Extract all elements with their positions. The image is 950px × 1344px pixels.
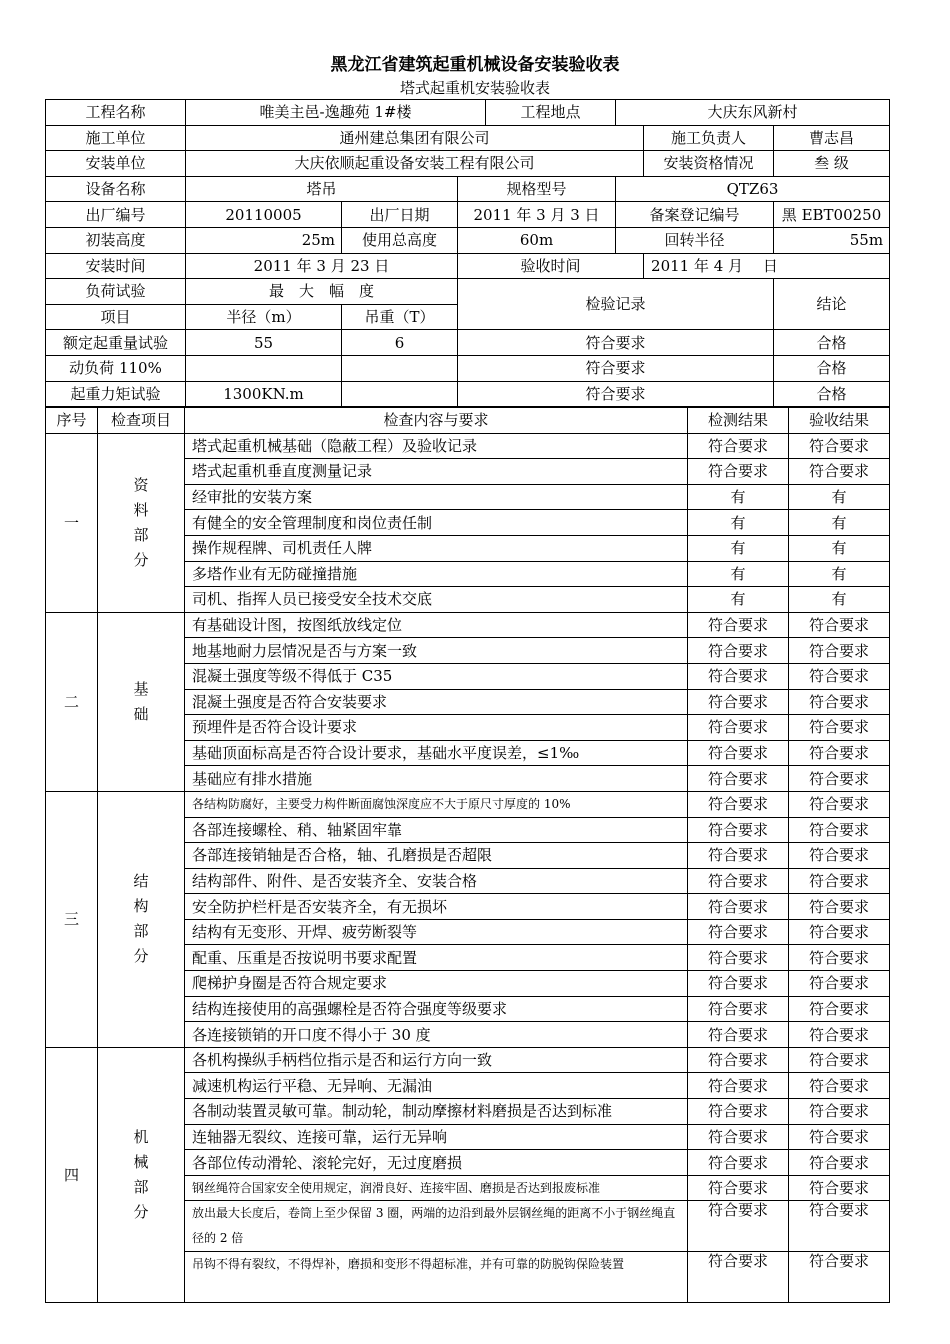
check-content: 放出最大长度后，卷筒上至少保留 3 圈，两端的边沿到最外层钢丝绳的距离不小于钢丝绳直径的 2 倍 xyxy=(185,1201,688,1252)
check-content: 减速机构运行平稳、无异响、无漏油 xyxy=(185,1073,688,1099)
section-name-cell xyxy=(98,791,185,1047)
section-name: 机械部分 xyxy=(133,1128,149,1222)
accept-result: 有 xyxy=(789,510,890,536)
check-row xyxy=(46,433,890,459)
document-title: 黑龙江省建筑起重机械设备安装验收表 xyxy=(330,55,620,75)
detect-result: 符合要求 xyxy=(688,1022,789,1048)
accept-result: 符合要求 xyxy=(789,843,890,869)
load-test-radius: 1300KN.m xyxy=(186,381,342,407)
section-number: 三 xyxy=(46,791,98,1047)
equipment-name-label: 设备名称 xyxy=(46,176,186,202)
section-name-cell xyxy=(98,612,185,791)
detect-result: 有 xyxy=(688,587,789,613)
check-content: 各部连接螺栓、稍、轴紧固牢靠 xyxy=(185,817,688,843)
section-number: 二 xyxy=(46,612,98,791)
accept-result: 符合要求 xyxy=(789,1150,890,1176)
check-table xyxy=(45,407,890,1303)
check-body xyxy=(46,433,890,1303)
detect-result: 符合要求 xyxy=(688,1124,789,1150)
section-number: 一 xyxy=(46,433,98,612)
radius-label: 回转半径 xyxy=(616,227,774,253)
load-test-record: 符合要求 xyxy=(458,381,774,407)
accept-result: 符合要求 xyxy=(789,1124,890,1150)
detect-result: 符合要求 xyxy=(688,663,789,689)
detect-result: 有 xyxy=(688,484,789,510)
accept-result: 符合要求 xyxy=(789,766,890,792)
check-content: 各部连接销轴是否合格，轴、孔磨损是否超限 xyxy=(185,843,688,869)
accept-result: 符合要求 xyxy=(789,1022,890,1048)
load-test-conclusion: 合格 xyxy=(774,381,890,407)
accept-result: 有 xyxy=(789,484,890,510)
check-content: 安全防护栏杆是否安装齐全，有无损坏 xyxy=(185,894,688,920)
detect-result: 符合要求 xyxy=(688,843,789,869)
detect-result: 符合要求 xyxy=(688,689,789,715)
accept-result: 符合要求 xyxy=(789,612,890,638)
section-name-cell xyxy=(98,1047,185,1303)
detect-result: 有 xyxy=(688,535,789,561)
document-subtitle: 塔式起重机安装验收表 xyxy=(399,79,550,97)
detect-result: 符合要求 xyxy=(688,1073,789,1099)
load-test-conclusion: 合格 xyxy=(774,330,890,356)
accept-result: 符合要求 xyxy=(789,817,890,843)
detect-result: 符合要求 xyxy=(688,1175,789,1201)
accept-result: 符合要求 xyxy=(789,1175,890,1201)
check-content: 各结构防腐好，主要受力构件断面腐蚀深度应不大于原尺寸厚度的 10% xyxy=(185,791,688,817)
section-name: 结构部分 xyxy=(133,872,149,966)
accept-result: 符合要求 xyxy=(789,433,890,459)
detect-result: 符合要求 xyxy=(688,715,789,741)
load-test-radius: 55 xyxy=(186,330,342,356)
check-content: 塔式起重机械基础（隐蔽工程）及验收记录 xyxy=(185,433,688,459)
acceptance-time: 2011 年 4 月 日 xyxy=(644,253,890,279)
load-test-name: 额定起重量试验 xyxy=(46,330,186,356)
check-content: 经审批的安装方案 xyxy=(185,484,688,510)
install-unit: 大庆依顺起重设备安装工程有限公司 xyxy=(186,151,644,177)
project-name: 唯美主邑-逸趣苑 1#楼 xyxy=(186,100,486,126)
check-content: 连轴器无裂纹、连接可靠，运行无异响 xyxy=(185,1124,688,1150)
check-content: 各连接锁销的开口度不得小于 30 度 xyxy=(185,1022,688,1048)
project-location: 大庆东风新村 xyxy=(616,100,890,126)
item-label: 项目 xyxy=(46,304,186,330)
detect-header: 检测结果 xyxy=(688,408,789,434)
initial-height-label: 初装高度 xyxy=(46,227,186,253)
detect-result: 符合要求 xyxy=(688,638,789,664)
check-row xyxy=(46,791,890,817)
construction-leader: 曹志昌 xyxy=(774,125,890,151)
accept-result: 符合要求 xyxy=(789,740,890,766)
detect-result: 符合要求 xyxy=(688,1201,789,1252)
factory-date: 2011 年 3 月 3 日 xyxy=(458,202,616,228)
check-content: 地基地耐力层情况是否与方案一致 xyxy=(185,638,688,664)
load-test-weight xyxy=(342,381,458,407)
detect-result: 符合要求 xyxy=(688,433,789,459)
check-content: 操作规程牌、司机责任人牌 xyxy=(185,535,688,561)
accept-result: 符合要求 xyxy=(789,459,890,485)
accept-result: 符合要求 xyxy=(789,919,890,945)
check-content: 基础顶面标高是否符合设计要求，基础水平度误差，≤1‰ xyxy=(185,740,688,766)
construction-leader-label: 施工负责人 xyxy=(644,125,774,151)
accept-result: 有 xyxy=(789,535,890,561)
construction-unit: 通州建总集团有限公司 xyxy=(186,125,644,151)
check-content: 爬梯护身圈是否符合规定要求 xyxy=(185,971,688,997)
model-label: 规格型号 xyxy=(458,176,616,202)
total-height-label: 使用总高度 xyxy=(342,227,458,253)
radius-header: 半径（m） xyxy=(186,304,342,330)
detect-result: 符合要求 xyxy=(688,1150,789,1176)
load-test-weight: 6 xyxy=(342,330,458,356)
install-time-label: 安装时间 xyxy=(46,253,186,279)
record-header: 检验记录 xyxy=(458,279,774,330)
check-content: 塔式起重机垂直度测量记录 xyxy=(185,459,688,485)
accept-result: 符合要求 xyxy=(789,638,890,664)
check-content: 配重、压重是否按说明书要求配置 xyxy=(185,945,688,971)
detect-result: 符合要求 xyxy=(688,996,789,1022)
load-test-conclusion: 合格 xyxy=(774,355,890,381)
check-content: 结构部件、附件、是否安装齐全、安装合格 xyxy=(185,868,688,894)
detect-result: 符合要求 xyxy=(688,740,789,766)
initial-height: 25m xyxy=(186,227,342,253)
check-content: 混凝土强度等级不得低于 C35 xyxy=(185,663,688,689)
serial-label: 出厂编号 xyxy=(46,202,186,228)
accept-result: 符合要求 xyxy=(789,1201,890,1252)
check-content: 各部位传动滑轮、滚轮完好，无过度磨损 xyxy=(185,1150,688,1176)
accept-result: 符合要求 xyxy=(789,1047,890,1073)
info-table xyxy=(45,99,890,407)
check-content: 基础应有排水措施 xyxy=(185,766,688,792)
factory-date-label: 出厂日期 xyxy=(342,202,458,228)
detect-result: 符合要求 xyxy=(688,612,789,638)
acceptance-time-label: 验收时间 xyxy=(458,253,644,279)
conclusion-header: 结论 xyxy=(774,279,890,330)
equipment-name: 塔吊 xyxy=(186,176,458,202)
load-test-record: 符合要求 xyxy=(458,355,774,381)
load-test-row xyxy=(46,381,890,407)
accept-result: 符合要求 xyxy=(789,868,890,894)
load-test-row xyxy=(46,330,890,356)
detect-result: 符合要求 xyxy=(688,1099,789,1125)
detect-result: 符合要求 xyxy=(688,894,789,920)
project-name-label: 工程名称 xyxy=(46,100,186,126)
detect-result: 符合要求 xyxy=(688,459,789,485)
check-content: 钢丝绳符合国家安全使用规定，润滑良好、连接牢固、磨损是否达到报废标准 xyxy=(185,1175,688,1201)
radius: 55m xyxy=(774,227,890,253)
weight-header: 吊重（T） xyxy=(342,304,458,330)
load-test-name: 动负荷 110% xyxy=(46,355,186,381)
accept-result: 符合要求 xyxy=(789,1252,890,1303)
section-name: 资料部分 xyxy=(133,475,149,569)
accept-result: 有 xyxy=(789,561,890,587)
record-no: 黑 EBT00250 xyxy=(774,202,890,228)
check-content: 结构连接使用的高强螺栓是否符合强度等级要求 xyxy=(185,996,688,1022)
accept-result: 符合要求 xyxy=(789,894,890,920)
max-amplitude-header: 最 大 幅 度 xyxy=(186,279,458,305)
detect-result: 符合要求 xyxy=(688,971,789,997)
install-time: 2011 年 3 月 23 日 xyxy=(186,253,458,279)
project-location-label: 工程地点 xyxy=(486,100,616,126)
check-content: 吊钩不得有裂纹，不得焊补，磨损和变形不得超标准，并有可靠的防脱钩保险装置 xyxy=(185,1252,688,1303)
detect-result: 符合要求 xyxy=(688,945,789,971)
section-name: 基础 xyxy=(133,679,149,723)
check-row xyxy=(46,612,890,638)
load-test-radius xyxy=(186,355,342,381)
check-content: 各制动装置灵敏可靠。制动轮，制动摩擦材料磨损是否达到标准 xyxy=(185,1099,688,1125)
install-unit-label: 安装单位 xyxy=(46,151,186,177)
load-test-weight xyxy=(342,355,458,381)
model: QTZ63 xyxy=(616,176,890,202)
check-content: 多塔作业有无防碰撞措施 xyxy=(185,561,688,587)
load-test-record: 符合要求 xyxy=(458,330,774,356)
construction-unit-label: 施工单位 xyxy=(46,125,186,151)
detect-result: 符合要求 xyxy=(688,1047,789,1073)
check-row xyxy=(46,1047,890,1073)
accept-result: 符合要求 xyxy=(789,689,890,715)
accept-header: 验收结果 xyxy=(789,408,890,434)
no-header: 序号 xyxy=(46,408,98,434)
check-content: 预埋件是否符合设计要求 xyxy=(185,715,688,741)
install-qualification-label: 安装资格情况 xyxy=(644,151,774,177)
check-content: 混凝土强度是否符合安装要求 xyxy=(185,689,688,715)
detect-result: 符合要求 xyxy=(688,791,789,817)
accept-result: 符合要求 xyxy=(789,1099,890,1125)
accept-result: 符合要求 xyxy=(789,971,890,997)
load-test-row xyxy=(46,355,890,381)
detect-result: 符合要求 xyxy=(688,817,789,843)
check-content: 有健全的安全管理制度和岗位责任制 xyxy=(185,510,688,536)
section-name-cell xyxy=(98,433,185,612)
load-test-name: 起重力矩试验 xyxy=(46,381,186,407)
detect-result: 符合要求 xyxy=(688,868,789,894)
detect-result: 符合要求 xyxy=(688,766,789,792)
section-number: 四 xyxy=(46,1047,98,1303)
accept-result: 符合要求 xyxy=(789,945,890,971)
check-content: 司机、指挥人员已接受安全技术交底 xyxy=(185,587,688,613)
accept-result: 符合要求 xyxy=(789,715,890,741)
total-height: 60m xyxy=(458,227,616,253)
content-header: 检查内容与要求 xyxy=(185,408,688,434)
serial: 20110005 xyxy=(186,202,342,228)
record-no-label: 备案登记编号 xyxy=(616,202,774,228)
detect-result: 有 xyxy=(688,510,789,536)
accept-result: 有 xyxy=(789,587,890,613)
detect-result: 符合要求 xyxy=(688,919,789,945)
accept-result: 符合要求 xyxy=(789,791,890,817)
check-content: 有基础设计图，按图纸放线定位 xyxy=(185,612,688,638)
check-content: 各机构操纵手柄档位指示是否和运行方向一致 xyxy=(185,1047,688,1073)
install-qualification: 叁 级 xyxy=(774,151,890,177)
accept-result: 符合要求 xyxy=(789,1073,890,1099)
load-test-label: 负荷试验 xyxy=(46,279,186,305)
accept-result: 符合要求 xyxy=(789,996,890,1022)
check-content: 结构有无变形、开焊、疲劳断裂等 xyxy=(185,919,688,945)
detect-result: 符合要求 xyxy=(688,1252,789,1303)
detect-result: 有 xyxy=(688,561,789,587)
accept-result: 符合要求 xyxy=(789,663,890,689)
item-header: 检查项目 xyxy=(98,408,185,434)
